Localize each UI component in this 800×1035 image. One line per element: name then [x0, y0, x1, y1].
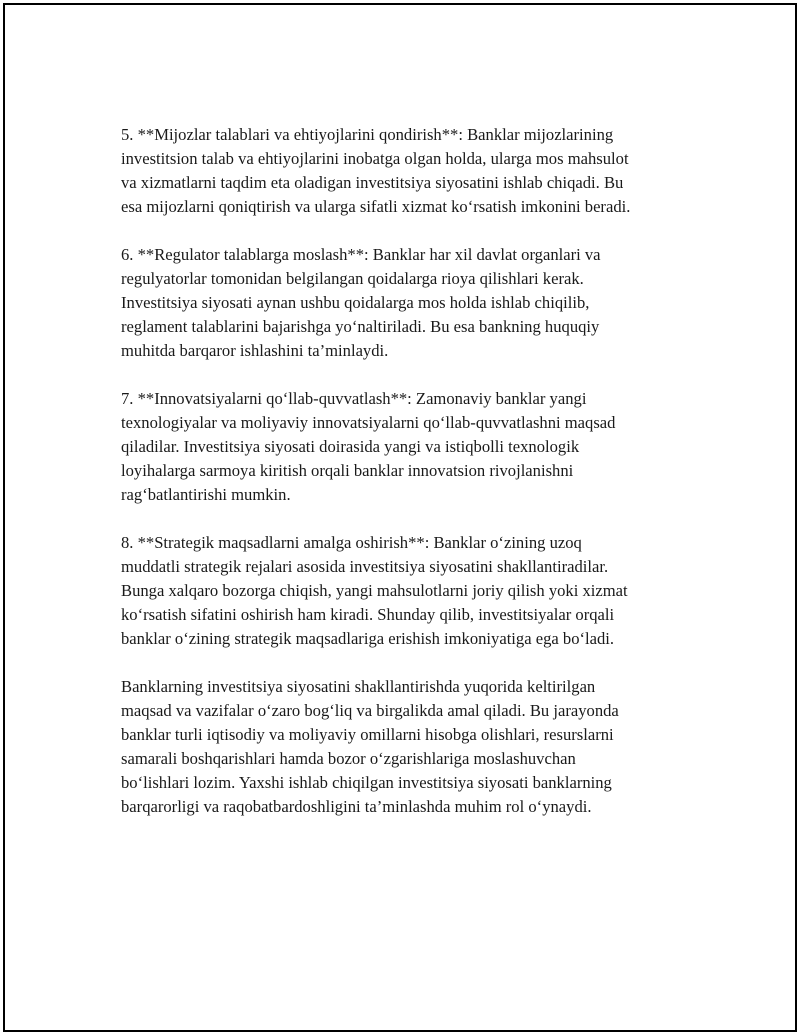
text-line: qiladilar. Investitsiya siyosati doirasida yangi va istiqbolli texnologik — [121, 437, 580, 456]
text-line: Investitsiya siyosati aynan ushbu qoidalarga mos holda ishlab chiqilib, — [121, 293, 590, 312]
text-line: samarali boshqarishlari hamda bozor o‘zgarishlariga moslashuvchan — [121, 749, 576, 768]
paragraph-item-8 — [121, 531, 701, 651]
text-line: muddatli strategik rejalari asosida investitsiya siyosatini shakllantiradilar. — [121, 557, 609, 576]
text-line: Bunga xalqaro bozorga chiqish, yangi mahsulotlarni joriy qilish yoki xizmat — [121, 581, 628, 600]
text-line: esa mijozlarni qoniqtirish va ularga sifatli xizmat ko‘rsatish imkonini beradi. — [121, 197, 631, 216]
text-line: banklar turli iqtisodiy va moliyaviy omillarni hisobga olishlari, resurslarni — [121, 725, 614, 744]
page-frame — [3, 3, 797, 1032]
text-line: 7. **Innovatsiyalarni qo‘llab-quvvatlash**: Zamonaviy banklar yangi — [121, 389, 587, 408]
text-line: maqsad va vazifalar o‘zaro bog‘liq va birgalikda amal qiladi. Bu jarayonda — [121, 701, 619, 720]
paragraph-item-6 — [121, 243, 701, 363]
paragraph-conclusion — [121, 675, 701, 819]
text-line: ko‘rsatish sifatini oshirish ham kiradi. Shunday qilib, investitsiyalar orqali — [121, 605, 615, 624]
text-line: va xizmatlarni taqdim eta oladigan investitsiya siyosatini ishlab chiqadi. Bu — [121, 173, 624, 192]
text-line: rag‘batlantirishi mumkin. — [121, 485, 291, 504]
text-line: 5. **Mijozlar talablari va ehtiyojlarini qondirish**: Banklar mijozlarining — [121, 125, 614, 144]
text-line: loyihalarga sarmoya kiritish orqali banklar innovatsion rivojlanishni — [121, 461, 574, 480]
text-line: bo‘lishlari lozim. Yaxshi ishlab chiqilgan investitsiya siyosati banklarning — [121, 773, 612, 792]
text-line: 8. **Strategik maqsadlarni amalga oshirish**: Banklar o‘zining uzoq — [121, 533, 582, 552]
text-line: barqarorligi va raqobatbardoshligini ta’minlashda muhim rol o‘ynaydi. — [121, 797, 592, 816]
text-line: investitsion talab va ehtiyojlarini inobatga olgan holda, ularga mos mahsulot — [121, 149, 629, 168]
text-line: muhitda barqaror ishlashini ta’minlaydi. — [121, 341, 389, 360]
paragraph-item-5 — [121, 123, 701, 219]
text-line: reglament talablarini bajarishga yo‘naltiriladi. Bu esa bankning huquqiy — [121, 317, 600, 336]
text-line: texnologiyalar va moliyaviy innovatsiyalarni qo‘llab-quvvatlashni maqsad — [121, 413, 616, 432]
text-line: regulyatorlar tomonidan belgilangan qoidalarga rioya qilishlari kerak. — [121, 269, 584, 288]
text-line: Banklarning investitsiya siyosatini shakllantirishda yuqorida keltirilgan — [121, 677, 596, 696]
text-line: banklar o‘zining strategik maqsadlariga erishish imkoniyatiga ega bo‘ladi. — [121, 629, 615, 648]
document-body — [121, 123, 701, 843]
text-line: 6. **Regulator talablarga moslash**: Banklar har xil davlat organlari va — [121, 245, 601, 264]
paragraph-item-7 — [121, 387, 701, 507]
